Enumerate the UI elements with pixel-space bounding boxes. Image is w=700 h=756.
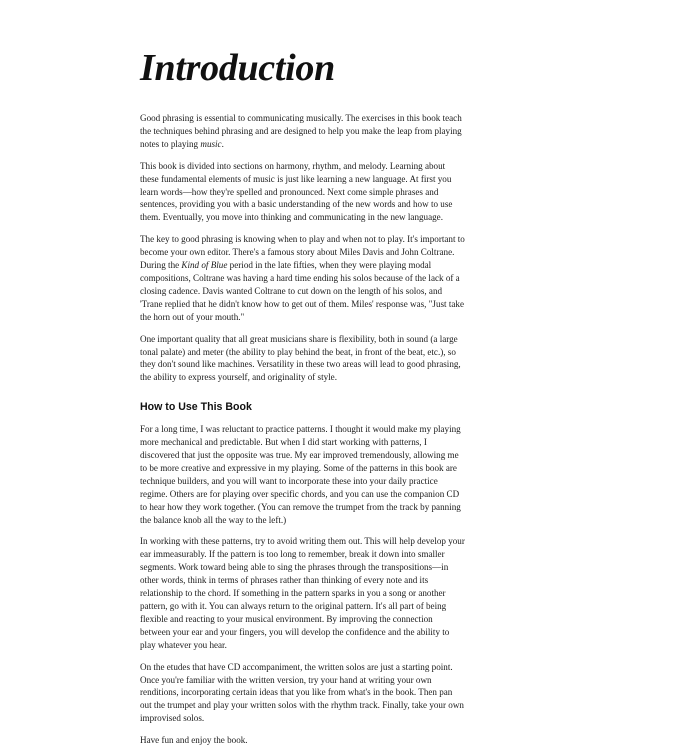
section-paragraph-1: For a long time, I was reluctant to practice patterns. I thought it would make my playing more mechanical and predictable. But when I did start working with patterns, I discovered that just the opposite was true. My ear improved tremendously, allowing me to be more creative and expressive in my playing. Some of the patterns in this book are technique builders, and you will want to incorporate these into your daily practice regime. Others are for playing over specific chords, and you can use the companion CD to hear how they work together. (You can remove the trumpet from the track by panning the balance knob all the way to the left.): [140, 424, 461, 525]
document-page: [140, 46, 465, 756]
paragraph-text: Good phrasing is essential to communicating musically. The exercises in this book teach the techniques behind phrasing and are designed to help you make the leap from playing notes to playing: [140, 113, 462, 149]
paragraph-text: .: [221, 138, 224, 149]
paragraph-text: The key to good phrasing is knowing when to play and when not to play. It's important to become your own editor. There's a famous story about Miles Davis and John Coltrane. During the: [140, 234, 465, 271]
intro-paragraph-3: [140, 233, 465, 323]
intro-paragraph-2: [140, 160, 465, 225]
section-paragraph-2: In working with these patterns, try to avoid writing them out. This will help develop your ear immeasurably. If the pattern is too long to remember, break it down into smaller segments. Work toward being able to sing the phrases through the transpositions—in other words, think in terms of phrases rather than thinking of every note and its relationship to the chord. If something in the pattern sparks in you a song or another pattern, go with it. You can always return to the original pattern. It's all part of being flexible and reacting to your musical environment. By improving the connection between your ear and your fingers, you will develop the confidence and the ability to play whatever you hear.: [140, 536, 465, 650]
emphasis-text: music: [200, 138, 222, 149]
page-title: Introduction: [140, 47, 335, 89]
emphasis-text: Kind of Blue: [181, 260, 228, 271]
paragraph-text: One important quality that all great musicians share is flexibility, both in sound (a large tonal palate) and meter (the ability to play behind the beat, in front of the beat, etc.), so they don't sound like machines. Versatility in these two areas will lead to good phrasing, the ability to express yourself, and originality of style.: [140, 333, 461, 383]
intro-paragraph-4: [140, 333, 465, 385]
intro-paragraph-1: [140, 112, 465, 151]
paragraph-text: This book is divided into sections on harmony, rhythm, and melody. Learning about these fundamental elements of music is just like learning a new language. At first you learn words—how they're spelled and pronounced. Next come simple phrases and sentences, providing you with a basic understanding of the new words and how to use them. Eventually, you move into thinking and communicating in the new language.: [140, 160, 453, 223]
section-paragraph-3: On the etudes that have CD accompaniment, the written solos are just a starting point. Once you're familiar with the written version, try your hand at writing your own renditions, incorporating certain ideas that you like from what's in the book. Then pan out the trumpet and play your written solos with the rhythm track. Finally, take your own improvised solos.: [140, 661, 464, 724]
paragraph-text: period in the late fifties, when they were playing modal compositions, Coltrane was having a hard time ending his solos because of the lack of a closing cadence. Davis wanted Coltrane to cut down on the length of his solos, and 'Trane replied that he didn't know how to get out of them. Miles' response was, "Just take the horn out of your mouth.": [140, 260, 464, 322]
section-paragraph-4: Have fun and enjoy the book.: [140, 735, 248, 746]
section-heading: How to Use This Book: [140, 401, 252, 414]
